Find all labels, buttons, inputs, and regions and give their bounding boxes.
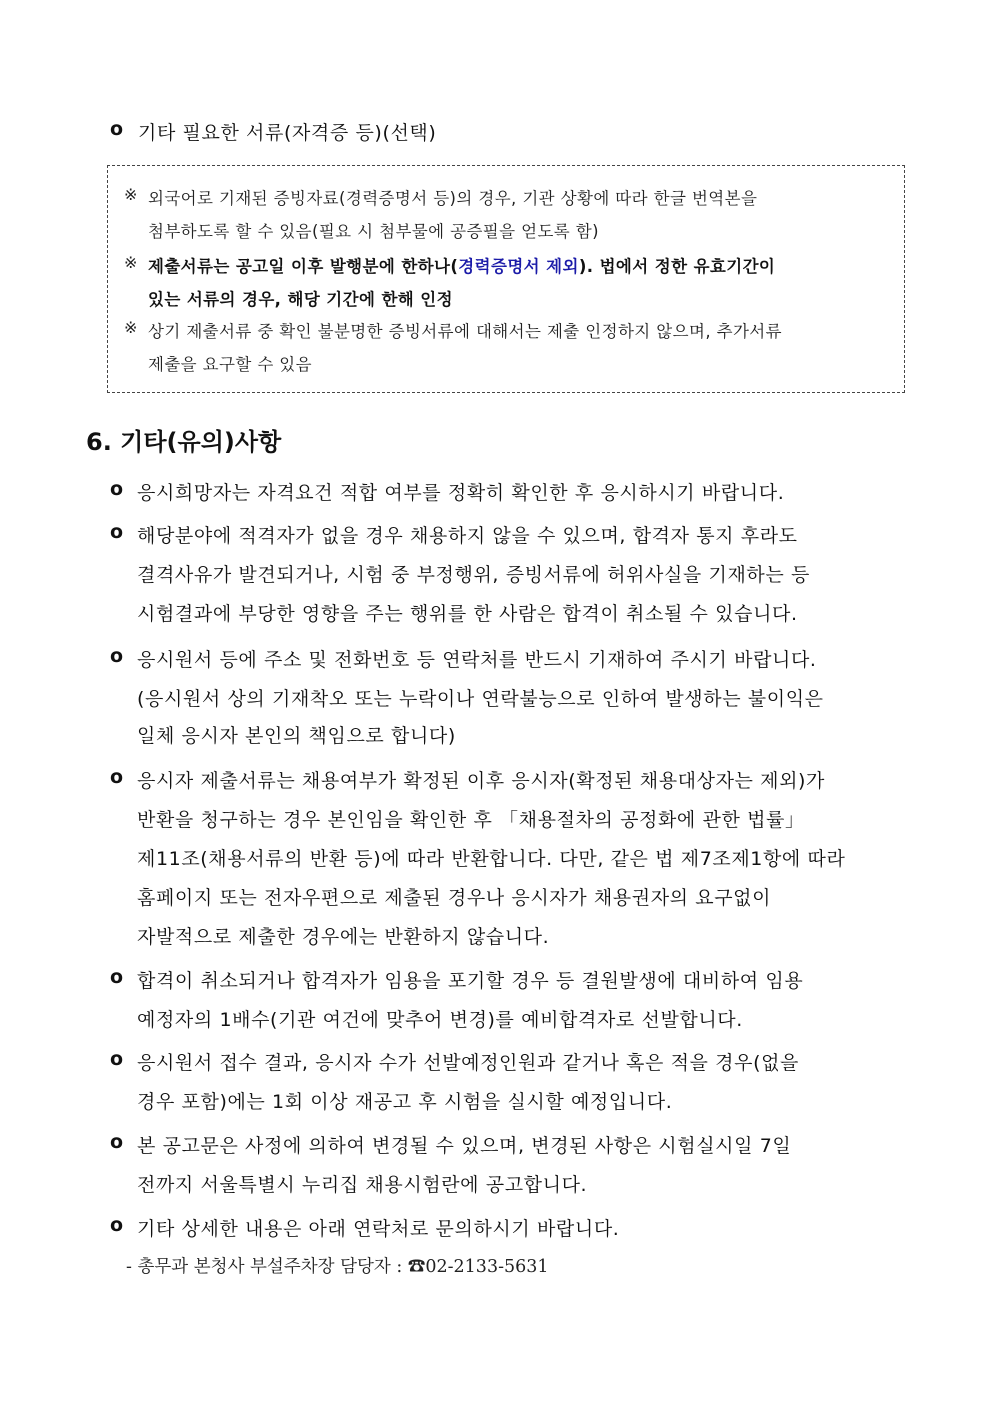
item-line: 응시자 제출서류는 채용여부가 확정된 이후 응시자(확정된 채용대상자는 제외)가: [137, 770, 825, 792]
item-line: 결격사유가 발견되거나, 시험 중 부정행위, 증빙서류에 허위사실을 기재하는 등: [137, 564, 810, 586]
item-line: 응시원서 등에 주소 및 전화번호 등 연락처를 반드시 기재하여 주시기 바랍니다.: [137, 649, 817, 671]
note-line-bold: [148, 253, 775, 277]
bullet-marker: o: [110, 1048, 124, 1070]
bullet-marker: o: [110, 966, 124, 988]
item-line: 기타 상세한 내용은 아래 연락처로 문의하시기 바랍니다.: [137, 1218, 620, 1240]
bullet-marker: o: [110, 521, 124, 543]
item-line: (응시원서 상의 기재착오 또는 누락이나 연락불능으로 인하여 발생하는 불이익은: [137, 688, 824, 710]
note-line-bold: 있는 서류의 경우, 해당 기간에 한해 인정: [148, 290, 453, 309]
bullet-marker: o: [110, 118, 124, 140]
reference-mark: ※: [124, 318, 138, 337]
item-line: 경우 포함)에는 1회 이상 재공고 후 시험을 실시할 예정입니다.: [137, 1091, 673, 1113]
item-line: 자발적으로 제출한 경우에는 반환하지 않습니다.: [137, 926, 550, 948]
note-line: 첨부하도록 할 수 있음(필요 시 첨부물에 공증필을 얻도록 함): [148, 222, 599, 241]
bullet-marker: o: [110, 766, 124, 788]
bullet-marker: o: [110, 1131, 124, 1153]
item-line: 홈페이지 또는 전자우편으로 제출된 경우나 응시자가 채용권자의 요구없이: [137, 887, 772, 909]
item-line: 시험결과에 부당한 영향을 주는 행위를 한 사람은 합격이 취소될 수 있습니다.: [137, 603, 798, 625]
phone-number: 02-2133-5631: [425, 1257, 549, 1277]
reference-mark: ※: [124, 185, 138, 204]
note-line: 제출을 요구할 수 있음: [148, 355, 312, 374]
item-line: 전까지 서울특별시 누리집 채용시험란에 공고합니다.: [137, 1174, 588, 1196]
note-line: 상기 제출서류 중 확인 불분명한 증빙서류에 대해서는 제출 인정하지 않으며, 추가서류: [148, 322, 782, 341]
item-line: 일체 응시자 본인의 책임으로 합니다): [137, 725, 456, 747]
note-line: 외국어로 기재된 증빙자료(경력증명서 등)의 경우, 기관 상황에 따라 한글 번역본을: [148, 189, 758, 208]
section-heading: 6. 기타(유의)사항: [86, 428, 282, 456]
item-line: 본 공고문은 사정에 의하여 변경될 수 있으며, 변경된 사항은 시험실시일 7일: [137, 1135, 792, 1157]
top-item-text: 기타 필요한 서류(자격증 등)(선택): [138, 122, 437, 144]
item-line: 해당분야에 적격자가 없을 경우 채용하지 않을 수 있으며, 합격자 통지 후라도: [137, 525, 798, 547]
contact-label: - 총무과 본청사 부설주차장 담당자 :: [126, 1257, 408, 1277]
item-line: 반환을 청구하는 경우 본인임을 확인한 후 「채용절차의 공정화에 관한 법률」: [137, 809, 805, 831]
bullet-marker: o: [110, 645, 124, 667]
bullet-marker: o: [110, 478, 124, 500]
phone-icon: ☎: [407, 1257, 426, 1277]
note-text: 제출서류는 공고일 이후 발행분에 한하나(: [148, 257, 459, 276]
contact-line: [126, 1253, 549, 1278]
item-line: 예정자의 1배수(기관 여건에 맞추어 변경)를 예비합격자로 선발합니다.: [137, 1009, 743, 1031]
highlight-text: 경력증명서 제외: [458, 257, 579, 276]
item-line: 합격이 취소되거나 합격자가 임용을 포기할 경우 등 결원발생에 대비하여 임용: [137, 970, 804, 992]
bullet-marker: o: [110, 1214, 124, 1236]
reference-mark: ※: [124, 253, 138, 272]
item-line: 제11조(채용서류의 반환 등)에 따라 반환합니다. 다만, 같은 법 제7조제1항에 따라: [137, 848, 846, 870]
item-line: 응시희망자는 자격요건 적합 여부를 정확히 확인한 후 응시하시기 바랍니다.: [137, 482, 785, 504]
note-text: ). 법에서 정한 유효기간이: [578, 257, 776, 276]
item-line: 응시원서 접수 결과, 응시자 수가 선발예정인원과 같거나 혹은 적을 경우(없을: [137, 1052, 799, 1074]
